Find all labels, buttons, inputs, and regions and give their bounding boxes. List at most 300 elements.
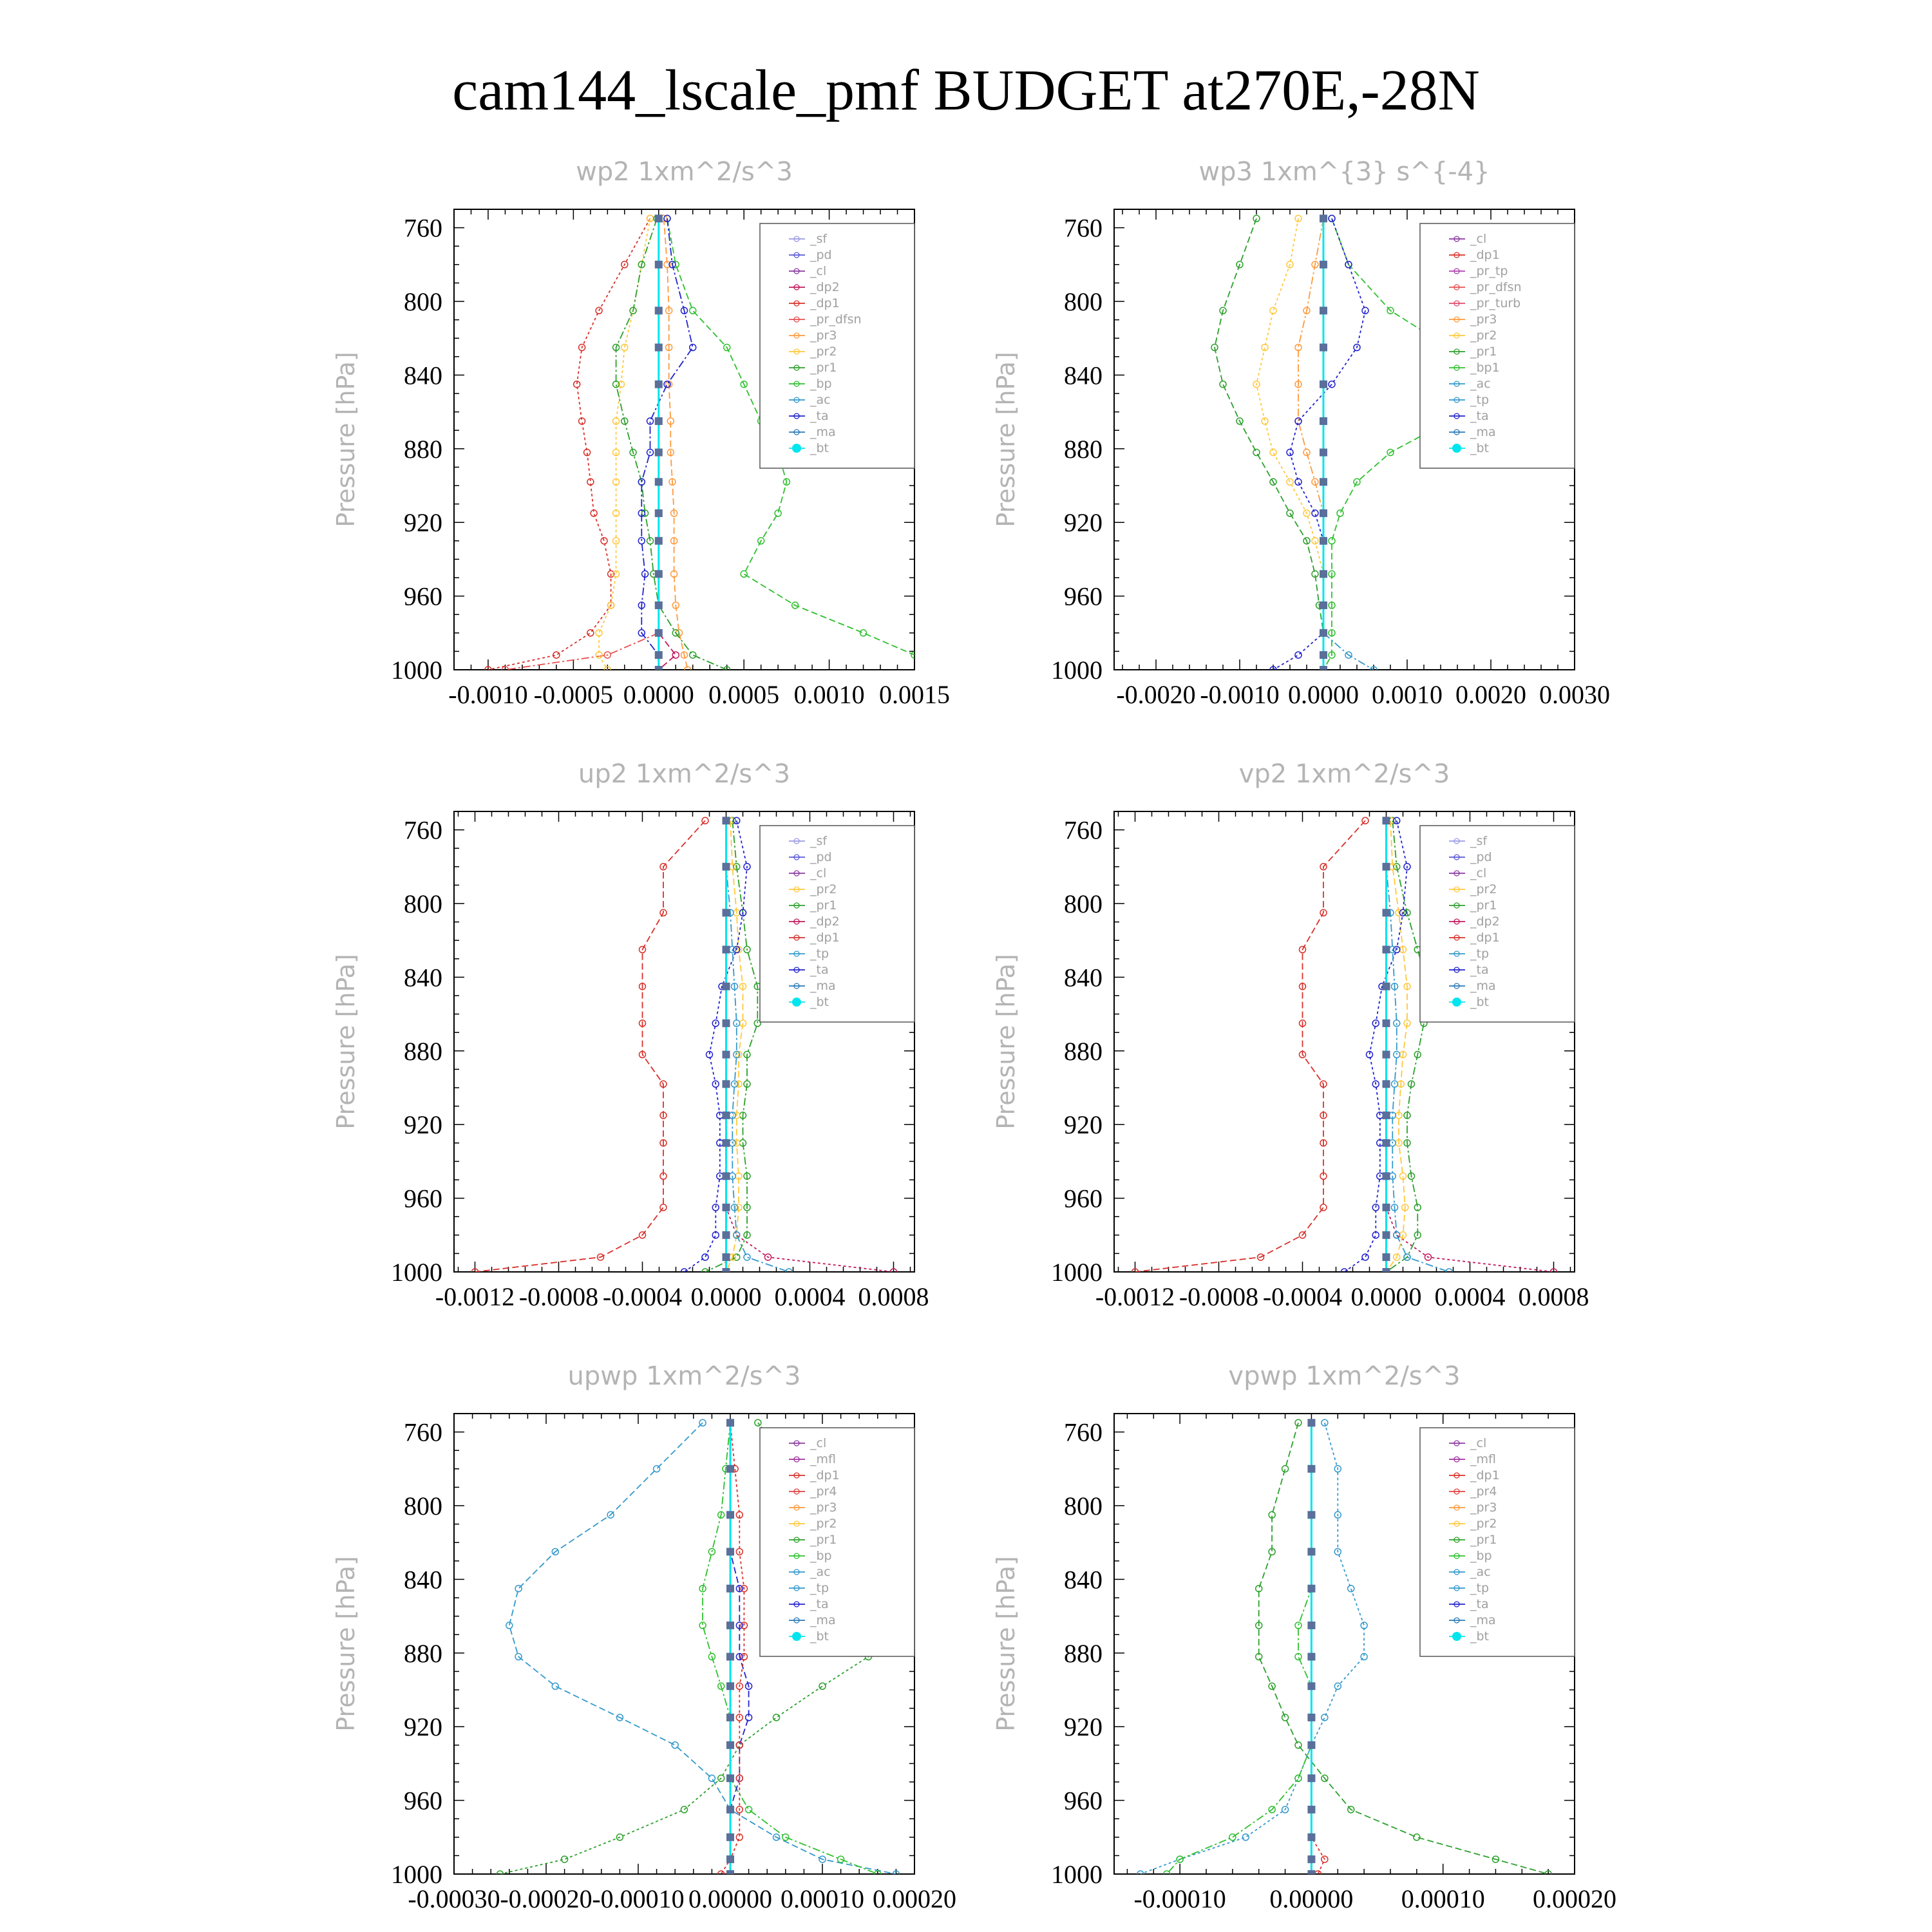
data-point-bt <box>1307 1585 1315 1593</box>
legend-entry: _mfl <box>1470 1452 1496 1466</box>
legend-entry: _pr2 <box>810 882 837 896</box>
data-point-dp1 <box>587 630 594 636</box>
x-tick-label: 0.00010 <box>781 1884 864 1913</box>
x-tick-label: -0.00030 <box>408 1884 500 1913</box>
series-line-dp1 <box>475 820 706 1272</box>
data-point-bt <box>726 1741 734 1749</box>
data-point-bt <box>1307 1548 1315 1556</box>
y-tick-label: 880 <box>1064 434 1103 464</box>
y-axis-label: Pressure [hPa] <box>992 1556 1020 1732</box>
data-point-bt <box>1320 381 1327 388</box>
x-tick-label: 0.00020 <box>1533 1884 1616 1913</box>
data-point-dp1 <box>660 1204 667 1211</box>
y-axis-label: Pressure [hPa] <box>332 954 360 1130</box>
legend-marker <box>1452 998 1461 1007</box>
data-point-bt <box>655 261 663 269</box>
legend-entry: _ac <box>1470 377 1491 391</box>
data-point-bt <box>1383 1080 1390 1088</box>
legend-entry: _tp <box>1470 393 1490 407</box>
legend-entry: _bt <box>810 995 829 1009</box>
data-point-bt <box>723 1172 730 1180</box>
data-point-ta <box>1295 478 1302 485</box>
data-point-bp <box>690 307 696 314</box>
legend-entry: _ta <box>1470 409 1489 423</box>
data-point-bt <box>726 1622 734 1629</box>
data-point-bt <box>1383 946 1390 954</box>
x-tick-label: -0.0012 <box>435 1282 515 1311</box>
y-tick-label: 920 <box>1064 1712 1103 1742</box>
panel-title: vp2 1xm^2/s^3 <box>1238 759 1450 789</box>
y-tick-label: 880 <box>404 1036 442 1066</box>
data-point-bt <box>1320 666 1327 674</box>
legend <box>1420 223 1575 468</box>
legend-entry: _ma <box>1470 425 1496 439</box>
data-point-bt <box>726 1511 734 1519</box>
data-point-tp <box>708 1775 715 1781</box>
legend-entry: _bp1 <box>1470 361 1500 375</box>
legend-entry: _pr2 <box>810 345 837 359</box>
y-tick-label: 800 <box>404 1492 442 1520</box>
legend-marker <box>1452 1632 1461 1641</box>
x-tick-label: 0.00020 <box>873 1884 956 1913</box>
x-tick-label: 0.00010 <box>1401 1884 1485 1913</box>
y-tick-label: 760 <box>404 1417 442 1447</box>
data-point-bt <box>1383 863 1390 871</box>
data-point-bt <box>1383 1231 1390 1239</box>
panel-title: wp3 1xm^{3} s^{-4} <box>1198 157 1490 187</box>
data-point-dp2 <box>672 652 679 658</box>
legend-entry: _pr1 <box>810 898 837 913</box>
y-tick-label: 760 <box>1064 213 1103 243</box>
data-point-bp <box>1295 1622 1302 1629</box>
series-line-ta <box>641 218 692 670</box>
x-tick-label: 0.0000 <box>690 1282 762 1311</box>
data-point-bt <box>1307 1653 1315 1661</box>
data-point-bt <box>655 601 663 609</box>
data-point-bt <box>1307 1870 1315 1878</box>
legend-entry: _pr_turb <box>1470 296 1521 310</box>
y-tick-label: 920 <box>404 1110 442 1140</box>
legend-entry: _ma <box>810 1613 836 1627</box>
legend-entry: _dp2 <box>1470 914 1500 929</box>
y-tick-label: 840 <box>1064 361 1103 390</box>
legend-entry: _pr4 <box>810 1484 837 1499</box>
x-tick-label: 0.0008 <box>1518 1282 1589 1311</box>
y-tick-label: 960 <box>404 1786 442 1815</box>
x-tick-label: 0.0004 <box>1434 1282 1506 1311</box>
y-tick-label: 800 <box>1064 287 1103 316</box>
data-point-pr1 <box>1282 1466 1289 1472</box>
x-tick-label: 0.0000 <box>623 680 694 709</box>
legend-entry: _pr1 <box>1470 898 1497 913</box>
y-tick-label: 1000 <box>1051 656 1103 685</box>
legend-entry: _dp1 <box>1470 931 1500 945</box>
y-tick-label: 840 <box>404 1565 442 1595</box>
y-tick-label: 880 <box>1064 1036 1103 1066</box>
data-point-bt <box>723 1051 730 1059</box>
y-tick-label: 960 <box>1064 1786 1103 1815</box>
data-point-bp1 <box>1329 538 1335 544</box>
data-point-bt <box>723 946 730 954</box>
data-point-pr1 <box>1282 1714 1289 1721</box>
data-point-bt <box>726 1682 734 1690</box>
y-tick-label: 760 <box>404 213 442 243</box>
legend-entry: _pr4 <box>1470 1484 1497 1499</box>
legend-entry: _ma <box>810 425 836 439</box>
legend-entry: _ta <box>1470 1597 1489 1611</box>
data-point-bt <box>723 909 730 916</box>
series-line-dp1 <box>488 218 650 670</box>
legend-entry: _dp1 <box>810 1468 840 1482</box>
x-tick-label: -0.0010 <box>448 680 528 709</box>
data-point-ta <box>1312 510 1318 516</box>
panel-1 <box>332 157 952 709</box>
legend-entry: _dp1 <box>1470 248 1500 262</box>
data-point-bt <box>655 509 663 517</box>
y-tick-label: 960 <box>404 1184 442 1213</box>
y-tick-label: 1000 <box>1051 1258 1103 1287</box>
panel-4 <box>992 759 1589 1311</box>
x-tick-label: -0.0010 <box>1200 680 1280 709</box>
legend-entry: _dp2 <box>810 280 840 294</box>
legend-entry: _pr_dfsn <box>810 312 862 327</box>
data-point-bt <box>1307 1833 1315 1841</box>
data-point-tp <box>552 1683 558 1689</box>
y-axis-label: Pressure [hPa] <box>332 352 360 527</box>
data-point-bt <box>723 1268 730 1276</box>
legend-entry: _pr3 <box>1470 312 1497 327</box>
series-line-pr-dfsn <box>505 218 658 670</box>
legend-box <box>760 223 914 468</box>
legend-entry: _pr1 <box>1470 1533 1497 1547</box>
data-point-bt <box>723 863 730 871</box>
data-point-bt <box>1383 1139 1390 1147</box>
y-tick-label: 1000 <box>391 1258 442 1287</box>
x-tick-label: -0.0004 <box>602 1282 683 1311</box>
legend-entry: _bp <box>1470 1549 1492 1563</box>
y-tick-label: 840 <box>1064 963 1103 992</box>
x-tick-label: -0.00010 <box>1133 1884 1226 1913</box>
x-tick-label: 0.0008 <box>858 1282 929 1311</box>
data-point-bt <box>1383 1268 1390 1276</box>
y-tick-label: 800 <box>404 889 442 918</box>
data-point-tp <box>1242 1834 1249 1841</box>
legend-entry: _ac <box>810 1565 831 1579</box>
data-point-ta <box>702 1254 708 1260</box>
legend-entry: _cl <box>1470 1436 1487 1450</box>
data-point-bt <box>726 1419 734 1426</box>
legend-entry: _bp <box>810 1549 832 1563</box>
legend-entry: _ma <box>810 979 836 993</box>
legend-entry: _ac <box>1470 1565 1491 1579</box>
data-point-bt <box>1320 261 1327 269</box>
data-point-bt <box>1307 1855 1315 1863</box>
y-tick-label: 1000 <box>391 656 442 685</box>
panel-title: vpwp 1xm^2/s^3 <box>1228 1361 1461 1391</box>
data-point-tp <box>1348 1586 1354 1592</box>
data-point-pr1 <box>690 652 696 658</box>
data-point-bt <box>1320 214 1327 222</box>
data-point-bp <box>945 667 952 673</box>
legend-entry: _pd <box>810 248 832 262</box>
legend-entry: _cl <box>810 1436 827 1450</box>
legend-entry: _ma <box>1470 1613 1496 1627</box>
x-tick-label: -0.0020 <box>1116 680 1196 709</box>
legend-marker <box>792 1632 801 1641</box>
legend-entry: _bt <box>1470 1629 1490 1643</box>
series-line-pr1 <box>1215 218 1323 670</box>
legend-entry: _pr2 <box>1470 328 1497 343</box>
data-point-bt <box>655 417 663 425</box>
data-point-tp <box>1321 1714 1328 1721</box>
data-point-pr1 <box>773 1714 780 1721</box>
data-point-bt <box>1383 1051 1390 1059</box>
data-point-dp1 <box>1320 1204 1327 1211</box>
x-tick-label: -0.0005 <box>533 680 614 709</box>
legend-entry: _pr3 <box>810 328 837 343</box>
data-point-pr1 <box>1295 1742 1302 1748</box>
data-point-tp <box>744 1254 750 1260</box>
data-point-bt <box>1320 307 1327 314</box>
data-point-ta <box>1295 418 1302 424</box>
data-point-bt <box>655 381 663 388</box>
data-point-bt <box>655 214 663 222</box>
data-point-bp <box>1229 1834 1236 1841</box>
data-point-bt <box>726 1774 734 1782</box>
legend-entry: _pr2 <box>1470 1517 1497 1531</box>
panel-3 <box>332 759 929 1311</box>
x-tick-label: 0.0030 <box>1539 680 1610 709</box>
legend-marker <box>792 998 801 1007</box>
legend-entry: _sf <box>810 232 828 246</box>
legend-entry: _pr2 <box>810 1517 837 1531</box>
data-point-bt <box>1383 1112 1390 1119</box>
data-point-bt <box>726 1548 734 1556</box>
data-point-bt <box>726 1585 734 1593</box>
legend-entry: _ta <box>810 409 829 423</box>
data-point-tp <box>672 1742 678 1748</box>
legend-entry: _dp2 <box>810 914 840 929</box>
data-point-tp <box>1321 1419 1328 1426</box>
panel-5 <box>332 1361 956 1913</box>
legend-entry: _pr1 <box>1470 345 1497 359</box>
data-point-bt <box>655 570 663 578</box>
page-title: cam144_lscale_pmf BUDGET at270E,-28N <box>452 59 1480 122</box>
legend-entry: _ta <box>810 1597 829 1611</box>
x-tick-label: 0.0010 <box>1372 680 1443 709</box>
y-tick-label: 920 <box>1064 1110 1103 1140</box>
panels <box>332 157 1616 1913</box>
legend-entry: _ta <box>810 963 829 977</box>
data-point-bt <box>1320 344 1327 352</box>
y-tick-label: 800 <box>404 287 442 316</box>
x-tick-label: -0.0012 <box>1095 1282 1175 1311</box>
data-point-bt <box>1320 509 1327 517</box>
data-point-pr1 <box>1253 450 1260 456</box>
legend-entry: _pr1 <box>810 361 837 375</box>
data-point-bt <box>1307 1774 1315 1782</box>
y-tick-label: 840 <box>1064 1565 1103 1595</box>
legend-entry: _sf <box>810 834 828 848</box>
legend-entry: _tp <box>1470 947 1490 961</box>
data-point-bt <box>1320 629 1327 637</box>
legend-entry: _pr_tp <box>1470 264 1508 278</box>
y-tick-label: 840 <box>404 361 442 390</box>
data-point-bt <box>655 651 663 659</box>
y-tick-label: 760 <box>1064 815 1103 845</box>
y-tick-label: 1000 <box>391 1860 442 1889</box>
legend-entry: _cl <box>810 866 827 880</box>
y-tick-label: 800 <box>1064 889 1103 918</box>
data-point-bt <box>1320 651 1327 659</box>
legend-entry: _bt <box>1470 995 1490 1009</box>
legend-entry: _bt <box>1470 441 1490 455</box>
y-tick-label: 920 <box>1064 508 1103 538</box>
data-point-bp <box>741 571 747 577</box>
data-point-bp <box>746 1806 752 1813</box>
series-line-pr2 <box>1256 218 1323 670</box>
data-point-bt <box>655 629 663 637</box>
panel-title: wp2 1xm^2/s^3 <box>576 157 793 187</box>
data-point-bt <box>1307 1741 1315 1749</box>
y-tick-label: 800 <box>1064 1492 1103 1520</box>
legend-entry: _cl <box>810 264 827 278</box>
data-point-bt <box>723 983 730 990</box>
y-tick-label: 1000 <box>1051 1860 1103 1889</box>
panel-6 <box>992 1361 1616 1913</box>
legend-entry: _pr3 <box>810 1501 837 1515</box>
legend-entry: _ma <box>1470 979 1496 993</box>
data-point-pr1 <box>819 1683 826 1689</box>
data-point-bt <box>1307 1465 1315 1473</box>
x-tick-label: 0.0010 <box>793 680 865 709</box>
data-point-ta <box>1362 1254 1368 1260</box>
data-point-bt <box>1307 1714 1315 1721</box>
legend-entry: _bp <box>810 377 832 391</box>
y-tick-label: 960 <box>1064 1184 1103 1213</box>
legend-entry: _pr1 <box>810 1533 837 1547</box>
legend <box>760 826 914 1022</box>
data-point-bt <box>1383 1019 1390 1027</box>
data-point-bt <box>1307 1511 1315 1519</box>
legend-entry: _pr_dfsn <box>1470 280 1522 294</box>
data-point-tp <box>654 1466 660 1472</box>
y-axis-label: Pressure [hPa] <box>992 954 1020 1130</box>
data-point-bt <box>723 1204 730 1211</box>
legend-entry: _tp <box>1470 1581 1490 1595</box>
legend-box <box>1420 1428 1575 1656</box>
y-tick-label: 960 <box>1064 582 1103 611</box>
y-tick-label: 760 <box>404 815 442 845</box>
x-tick-label: 0.00000 <box>688 1884 772 1913</box>
data-point-bt <box>1320 478 1327 486</box>
data-point-pr1 <box>1220 381 1226 388</box>
legend-entry: _dp1 <box>1470 1468 1500 1482</box>
data-point-dp1 <box>601 538 607 544</box>
legend-entry: _ac <box>810 393 831 407</box>
legend <box>1420 1428 1575 1656</box>
data-point-bt <box>655 666 663 674</box>
data-point-bt <box>1307 1682 1315 1690</box>
data-point-bt <box>1383 817 1390 824</box>
data-point-bt <box>1383 983 1390 990</box>
legend-box <box>760 1428 914 1656</box>
panel-title: up2 1xm^2/s^3 <box>578 759 791 789</box>
data-point-bt <box>1383 1253 1390 1261</box>
x-tick-label: 0.0000 <box>1350 1282 1422 1311</box>
x-tick-label: 0.0005 <box>708 680 780 709</box>
legend-entry: _bt <box>810 1629 829 1643</box>
data-point-bt <box>726 1465 734 1473</box>
data-point-pr1 <box>1414 1834 1420 1841</box>
legend-entry: _sf <box>1470 834 1488 848</box>
legend <box>760 1428 914 1656</box>
x-tick-label: 0.00000 <box>1269 1884 1354 1913</box>
x-tick-label: -0.00010 <box>592 1884 685 1913</box>
y-axis-label: Pressure [hPa] <box>992 352 1020 527</box>
y-tick-label: 960 <box>404 582 442 611</box>
data-point-bp1 <box>1337 510 1343 516</box>
x-tick-label: -0.0004 <box>1262 1282 1343 1311</box>
legend-entry: _tp <box>810 947 829 961</box>
panel-2 <box>992 157 1610 709</box>
data-point-bt <box>1383 1204 1390 1211</box>
y-tick-label: 880 <box>404 434 442 464</box>
data-point-bt <box>1383 1172 1390 1180</box>
legend-entry: _pd <box>1470 850 1492 864</box>
x-tick-label: 0.0004 <box>774 1282 846 1311</box>
data-point-bt <box>723 1253 730 1261</box>
data-point-bt <box>1320 537 1327 545</box>
legend-entry: _mfl <box>810 1452 836 1466</box>
data-point-bt <box>655 449 663 457</box>
data-point-bt <box>1320 449 1327 457</box>
legend-marker <box>1452 444 1461 453</box>
y-tick-label: 920 <box>404 1712 442 1742</box>
x-tick-label: 0.0000 <box>1288 680 1359 709</box>
data-point-bt <box>726 1833 734 1841</box>
data-point-tp <box>515 1586 522 1592</box>
legend-entry: _dp1 <box>810 931 840 945</box>
legend-entry: _dp1 <box>810 296 840 310</box>
data-point-bt <box>1383 909 1390 916</box>
data-point-ta <box>1287 450 1293 456</box>
series-line-pr1 <box>705 820 757 1272</box>
data-point-bt <box>1307 1419 1315 1426</box>
data-point-bt <box>723 1019 730 1027</box>
data-point-bp <box>860 630 867 636</box>
data-point-bt <box>1307 1806 1315 1814</box>
y-tick-label: 840 <box>404 963 442 992</box>
data-point-bt <box>723 817 730 824</box>
data-point-bt <box>726 1870 734 1878</box>
data-point-bt <box>726 1714 734 1721</box>
legend-entry: _bt <box>810 441 829 455</box>
legend-marker <box>792 444 801 453</box>
y-tick-label: 920 <box>404 508 442 538</box>
data-point-bt <box>723 1080 730 1088</box>
legend-entry: _tp <box>810 1581 829 1595</box>
data-point-bt <box>726 1855 734 1863</box>
data-point-bt <box>655 307 663 314</box>
data-point-bt <box>1320 570 1327 578</box>
data-point-bt <box>655 537 663 545</box>
data-point-bt <box>726 1653 734 1661</box>
legend <box>1420 826 1575 1022</box>
y-axis-label: Pressure [hPa] <box>332 1556 360 1732</box>
panel-title: upwp 1xm^2/s^3 <box>567 1361 801 1391</box>
series-line-dp1 <box>1135 820 1366 1272</box>
